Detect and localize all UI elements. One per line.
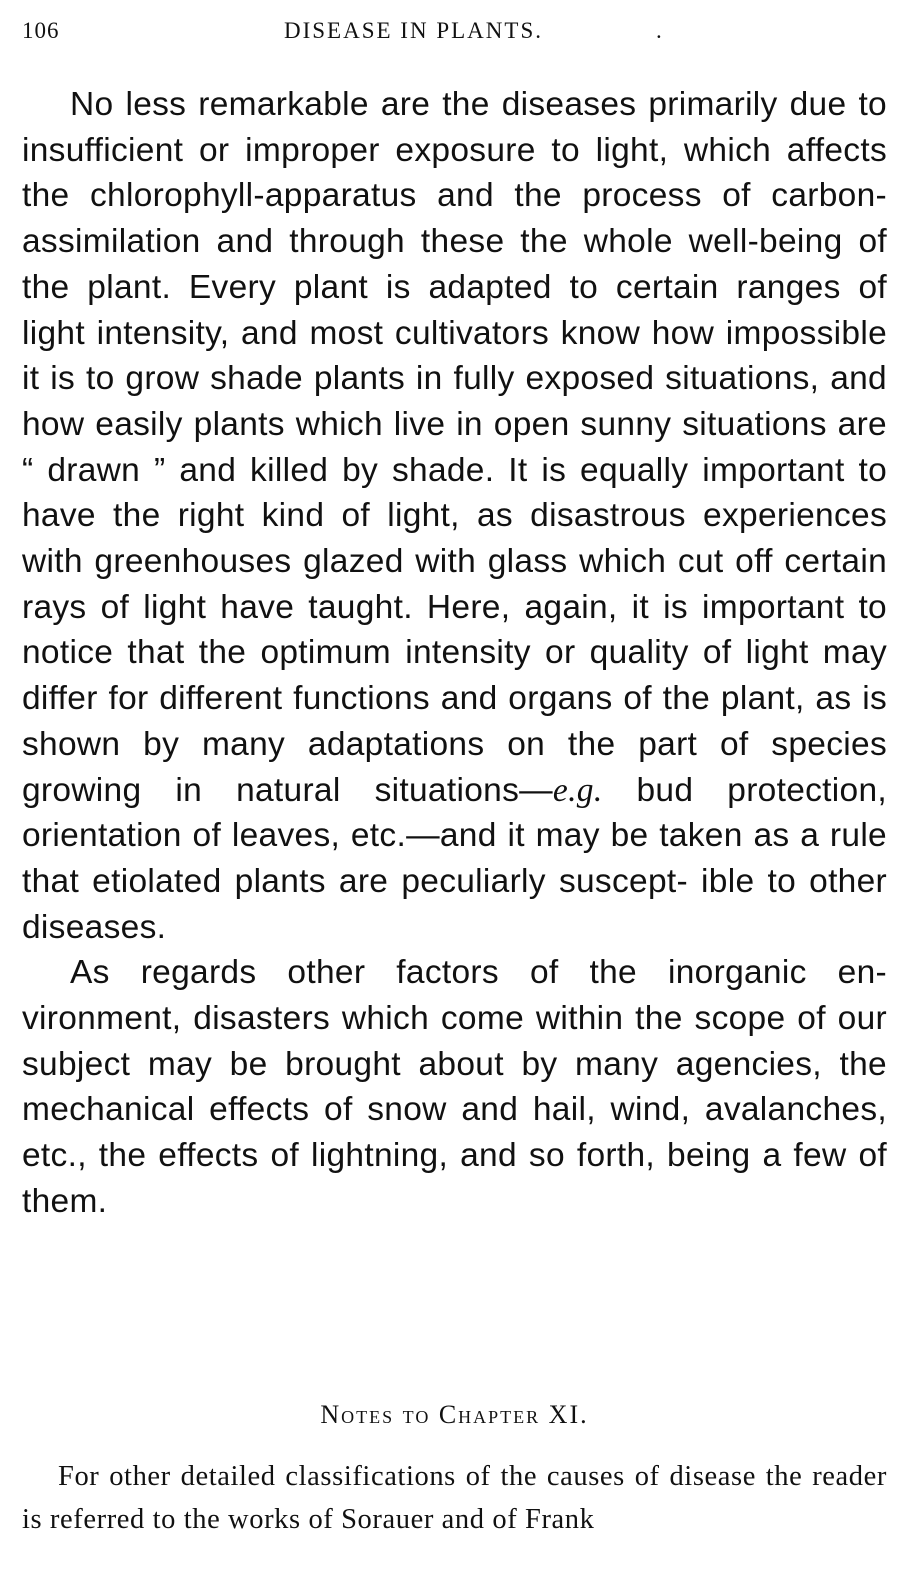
notes-heading: Notes to Chapter XI. xyxy=(320,1400,589,1429)
paragraph-inorganic-environment: As regards other factors of the inorganic en- vironment, disasters which come within the scope of our subject may be brought about by many agencies, the mechanical effects of snow and hail, wind, avalanches, etc., the effects of lightning, and so forth, being a few of them. xyxy=(22,954,887,1220)
running-head xyxy=(22,18,887,48)
paragraph-1-italic: e.g. xyxy=(552,771,603,809)
paragraph-light-diseases xyxy=(22,82,887,950)
page-number: 106 xyxy=(22,18,60,43)
notes-text xyxy=(22,1455,887,1541)
book-page xyxy=(22,0,887,1571)
body-text xyxy=(22,82,887,1225)
paragraph-1-part-2: bud protection, orientation of leaves, etc.—and it may be taken as a rule that etiolated plants are peculiarly suscept- ible to other diseases. xyxy=(22,771,888,946)
running-head-mark: . xyxy=(656,18,663,43)
paragraph-1-part-1: No less remarkable are the diseases primarily due to insufficient or improper exposure to light, which affects the chlorophyll-apparatus and the process of carbon-assimilation and through these the whole well-being of the plant. Every plant is adapted to certain ranges of light intensity, and most cultivators know how impossible it is to grow shade plants in fully exposed situations, and how easily plants which live in open sunny situations are “ drawn ” and killed by shade. It is equally important to have the right kind of light, as disastrous experiences with greenhouses glazed with glass which cut off certain rays of light have taught. Here, again, it is important to notice that the optimum intensity or quality of light may differ for different functions and organs of the plant, as is shown by many adaptations on the part of species growing in natural situations— xyxy=(22,86,887,809)
notes-paragraph: For other detailed classifications of the causes of disease the reader is referred to the works of Sorauer and of Frank xyxy=(22,1461,887,1535)
running-title: DISEASE IN PLANTS. xyxy=(284,18,543,43)
